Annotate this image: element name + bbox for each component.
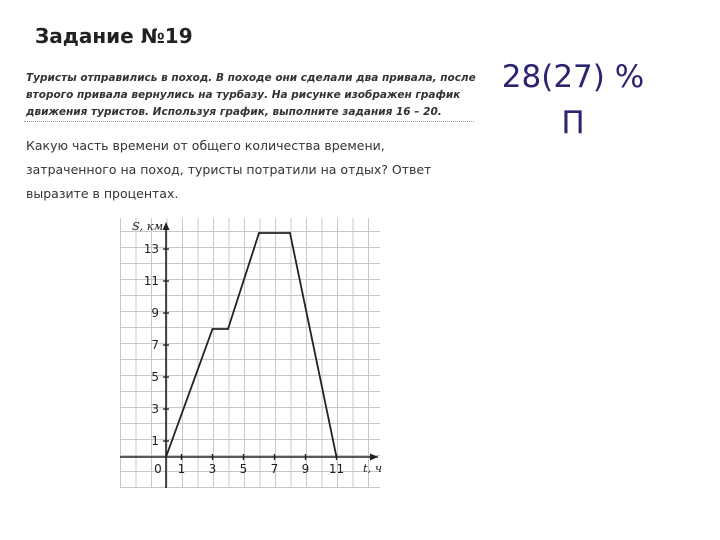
data-point — [165, 456, 167, 458]
answer-note: П — [561, 105, 585, 141]
data-point — [227, 328, 229, 330]
origin-label: 0 — [154, 462, 162, 476]
x-tick-label: 3 — [208, 462, 217, 476]
x-tick-label: 1 — [177, 462, 186, 476]
x-tick-label: 9 — [301, 462, 310, 476]
data-point — [289, 232, 291, 234]
x-tick-label: 11 — [328, 462, 345, 476]
y-tick-label: 13 — [143, 242, 159, 256]
y-axis-label: S, км — [132, 219, 164, 233]
data-point — [258, 232, 260, 234]
x-tick-label: 5 — [239, 462, 248, 476]
task-question: Какую часть времени от общего количества времени, затраченного на поход, туристы потратили на отдых? Ответ выразите в процентах. — [26, 138, 432, 201]
y-tick-label: 5 — [151, 370, 159, 384]
data-point — [336, 456, 338, 458]
answer-percent: 28(27) % — [501, 59, 645, 95]
y-tick-label: 9 — [151, 306, 159, 320]
task-intro: Туристы отправились в поход. В походе они сделали два привала, после второго привала вернулись на турбазу. На рисунке изображен график движения туристов. Используя график, выполните задания 16 – 20. — [26, 72, 476, 118]
data-point — [212, 328, 214, 330]
x-axis-label: t, ч — [363, 461, 383, 475]
x-axis-arrow — [370, 454, 378, 461]
y-axis-arrow — [163, 222, 170, 230]
y-tick-label: 3 — [151, 402, 159, 416]
y-tick-label: 7 — [151, 338, 159, 352]
y-tick-label: 11 — [143, 274, 159, 288]
y-tick-label: 1 — [151, 434, 159, 448]
x-tick-label: 7 — [270, 462, 279, 476]
task-title: Задание №19 — [35, 24, 193, 48]
